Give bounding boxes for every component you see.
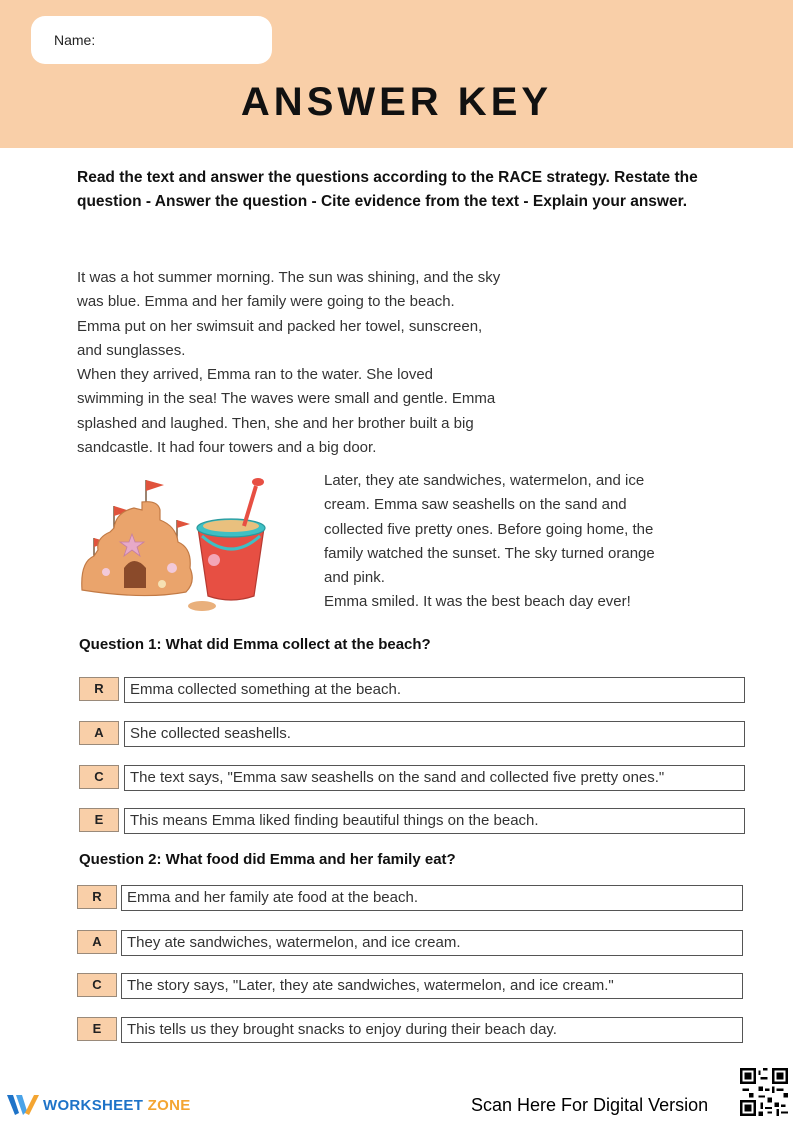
q2-explain-answer[interactable]: This tells us they brought snacks to enjoy during their beach day.: [121, 1017, 743, 1043]
story-line: family watched the sunset. The sky turned orange: [324, 544, 655, 562]
q1-cite-answer[interactable]: The text says, "Emma saw seashells on the sand and collected five pretty ones.": [124, 765, 745, 791]
story-line: When they arrived, Emma ran to the water. She loved: [77, 366, 434, 384]
page-title: ANSWER KEY: [240, 80, 553, 124]
story-line: collected five pretty ones. Before going home, the: [324, 520, 654, 538]
race-letter-a: A: [79, 721, 119, 745]
qr-code-icon[interactable]: [740, 1068, 788, 1116]
race-letter-c: C: [79, 765, 119, 789]
story-line: Emma smiled. It was the best beach day ever!: [324, 593, 631, 611]
logo-mark-icon: [7, 1093, 39, 1117]
story-line: Emma put on her swimsuit and packed her towel, sunscreen,: [77, 317, 483, 335]
story-line: and pink.: [324, 569, 385, 587]
logo-word-worksheet: WORKSHEET: [43, 1096, 144, 1114]
race-letter-r: R: [79, 677, 119, 701]
name-label: Name:: [54, 32, 96, 48]
header-band: [0, 0, 793, 148]
story-line: and sunglasses.: [77, 341, 186, 359]
story-line: cream. Emma saw seashells on the sand and: [324, 496, 627, 514]
story-line: was blue. Emma and her family were going to the beach.: [77, 293, 455, 311]
q2-answer-answer[interactable]: They ate sandwiches, watermelon, and ice cream.: [121, 930, 743, 956]
instructions: Read the text and answer the questions according to the RACE strategy. Restate the question - Answer the question - Cite evidence from the text - Explain your answer.: [77, 169, 698, 210]
race-letter-r: R: [77, 885, 117, 909]
question-2-prompt: Question 2: What food did Emma and her family eat?: [79, 851, 456, 868]
race-letter-c: C: [77, 973, 117, 997]
story-right: [324, 469, 724, 615]
story-line: swimming in the sea! The waves were small and gentle. Emma: [77, 390, 496, 408]
name-field[interactable]: [31, 16, 272, 64]
race-letter-e: E: [77, 1017, 117, 1041]
race-letter-a: A: [77, 930, 117, 954]
worksheet-zone-logo[interactable]: [7, 1092, 191, 1118]
story-line: splashed and laughed. Then, she and her brother built a big: [77, 414, 474, 432]
q1-answer-answer[interactable]: She collected seashells.: [124, 721, 745, 747]
scan-caption: Scan Here For Digital Version: [471, 1095, 709, 1115]
sandcastle-and-bucket-icon: [74, 472, 284, 617]
story-top: [77, 266, 557, 460]
logo-word-zone: ZONE: [147, 1096, 191, 1114]
story-line: sandcastle. It had four towers and a big door.: [77, 439, 377, 457]
question-1-prompt: Question 1: What did Emma collect at the beach?: [79, 636, 431, 653]
q1-restate-answer[interactable]: Emma collected something at the beach.: [124, 677, 745, 703]
q1-explain-answer[interactable]: This means Emma liked finding beautiful things on the beach.: [124, 808, 745, 834]
story-line: Later, they ate sandwiches, watermelon, and ice: [324, 472, 645, 489]
q2-cite-answer[interactable]: The story says, "Later, they ate sandwiches, watermelon, and ice cream.": [121, 973, 743, 999]
q2-restate-answer[interactable]: Emma and her family ate food at the beach.: [121, 885, 743, 911]
race-letter-e: E: [79, 808, 119, 832]
story-line: It was a hot summer morning. The sun was shining, and the sky: [77, 269, 501, 286]
